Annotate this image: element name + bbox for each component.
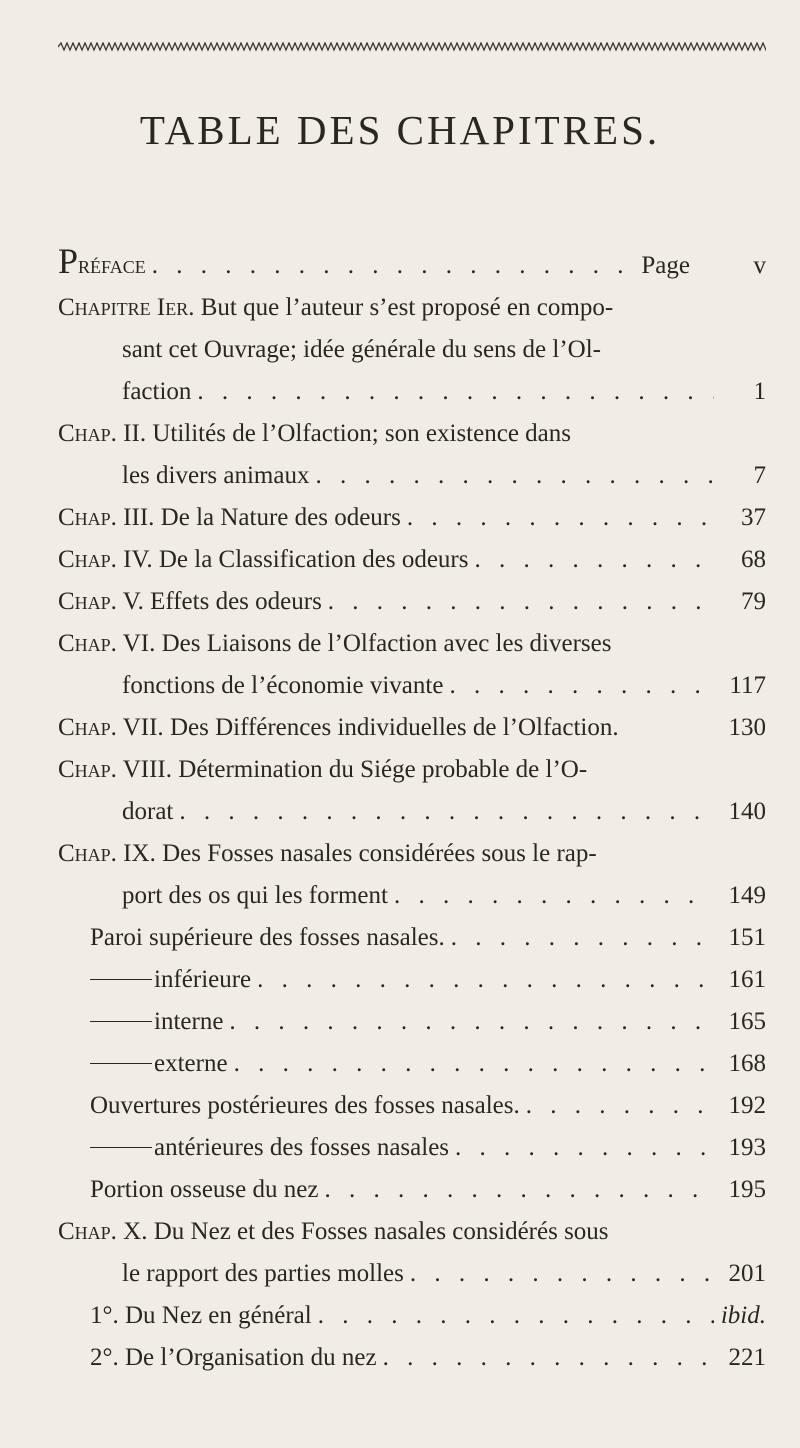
toc-subentry-externe bbox=[58, 1043, 766, 1085]
toc-subentry-ouvertures-posterieures bbox=[58, 1085, 766, 1127]
subentry-label: interne bbox=[154, 1008, 224, 1035]
page-number: 149 bbox=[728, 882, 766, 909]
toc-entry-chapter-2 bbox=[58, 413, 766, 497]
dot-leader bbox=[526, 1085, 714, 1127]
page-number: 37 bbox=[741, 504, 766, 531]
decorative-border-ornament bbox=[58, 42, 766, 52]
chapter-final-line bbox=[58, 1253, 766, 1295]
chapter-title-line: port des os qui les forment bbox=[122, 882, 388, 909]
page-number: 195 bbox=[728, 1176, 766, 1203]
page-number: 68 bbox=[741, 546, 766, 573]
ditto-dash bbox=[90, 1021, 152, 1022]
dot-leader bbox=[451, 917, 714, 959]
dot-leader bbox=[455, 1127, 714, 1169]
page-number: 117 bbox=[729, 672, 766, 699]
preface-label-rest: réface bbox=[78, 252, 146, 279]
chapter-title-line: Du Nez et des Fosses nasales considérés sous bbox=[153, 1218, 609, 1245]
dot-leader bbox=[324, 1169, 714, 1211]
chapter-title-line: Des Différences individuelles de l’Olfaction. bbox=[169, 714, 619, 741]
page-number: 79 bbox=[741, 588, 766, 615]
ditto-dash bbox=[90, 1147, 152, 1148]
page-number: v bbox=[753, 252, 766, 279]
dot-leader bbox=[179, 791, 714, 833]
toc-subentry-organisation bbox=[58, 1337, 766, 1379]
chapter-title-line: Utilités de l’Olfaction; son existence dans bbox=[152, 420, 571, 447]
chapter-title-line: le rapport des parties molles bbox=[122, 1260, 404, 1287]
page-number: 130 bbox=[728, 714, 766, 741]
toc-entry-chapter-7 bbox=[58, 707, 766, 749]
dot-leader bbox=[234, 1043, 714, 1085]
dot-leader bbox=[407, 497, 714, 539]
table-of-contents bbox=[58, 240, 766, 1379]
dot-leader bbox=[328, 581, 714, 623]
toc-subentry-nez-general bbox=[58, 1295, 766, 1337]
chapter-final-line bbox=[58, 791, 766, 833]
chapter-final-line bbox=[58, 665, 766, 707]
chapter-prefix: Chap. VII. bbox=[58, 714, 164, 741]
chapter-title-line: De la Classification des odeurs bbox=[158, 546, 469, 573]
ditto-dash bbox=[90, 979, 152, 980]
dot-leader bbox=[394, 875, 714, 917]
chapter-prefix: Chapitre Ier. bbox=[58, 294, 195, 321]
toc-entry-chapter-6 bbox=[58, 623, 766, 707]
page-word: Page bbox=[641, 252, 690, 279]
chapter-prefix: Chap. IX. bbox=[58, 840, 156, 867]
toc-entry-preface bbox=[58, 240, 766, 287]
toc-entry-chapter-9 bbox=[58, 833, 766, 917]
chapter-title-line: Effets des odeurs bbox=[150, 588, 322, 615]
toc-subentry-interne bbox=[58, 1001, 766, 1043]
dot-leader bbox=[197, 371, 714, 413]
dot-leader bbox=[449, 665, 714, 707]
dot-leader bbox=[315, 455, 714, 497]
subentry-label: Paroi supérieure des fosses nasales. bbox=[90, 924, 445, 951]
subentry-label: 2°. De l’Organisation du nez bbox=[90, 1344, 377, 1371]
chapter-title-line: Des Fosses nasales considérées sous le rap- bbox=[162, 840, 597, 867]
chapter-prefix: Chap. V. bbox=[58, 588, 144, 615]
dot-leader bbox=[410, 1253, 714, 1295]
page-number: ibid. bbox=[720, 1302, 766, 1329]
dot-leader bbox=[152, 245, 636, 287]
subentry-label: externe bbox=[154, 1050, 228, 1077]
page-title: TABLE DES CHAPITRES. bbox=[139, 107, 661, 153]
chapter-prefix: Chap. X. bbox=[58, 1218, 148, 1245]
page-number: 140 bbox=[728, 798, 766, 825]
toc-entry-chapter-1 bbox=[58, 287, 766, 413]
toc-entry-chapter-3 bbox=[58, 497, 766, 539]
dot-leader bbox=[383, 1337, 714, 1379]
page-number: 221 bbox=[728, 1344, 766, 1371]
chapter-title-line: sant cet Ouvrage; idée générale du sens de l’Ol- bbox=[122, 336, 601, 363]
dot-leader bbox=[318, 1295, 714, 1337]
page-number: 168 bbox=[728, 1050, 766, 1077]
dot-leader bbox=[229, 1001, 714, 1043]
chapter-prefix: Chap. II. bbox=[58, 420, 147, 447]
page-number: 192 bbox=[728, 1092, 766, 1119]
chapter-prefix: Chap. VI. bbox=[58, 630, 156, 657]
subentry-label: 1°. Du Nez en général bbox=[90, 1302, 312, 1329]
chapter-title-line: De la Nature des odeurs bbox=[160, 504, 401, 531]
toc-entry-chapter-10 bbox=[58, 1211, 766, 1295]
page-number: 193 bbox=[728, 1134, 766, 1161]
page-number: 161 bbox=[728, 966, 766, 993]
chapter-title-line: faction bbox=[122, 378, 192, 405]
page-number: 1 bbox=[753, 378, 766, 405]
chapter-title-line: fonctions de l’économie vivante bbox=[122, 672, 444, 699]
chapter-prefix: Chap. IV. bbox=[58, 546, 153, 573]
chapter-title-line: Des Liaisons de l’Olfaction avec les diverses bbox=[161, 630, 612, 657]
chapter-title-line: dorat bbox=[122, 798, 174, 825]
dot-leader bbox=[475, 539, 715, 581]
toc-subentry-inferieure bbox=[58, 959, 766, 1001]
dot-leader bbox=[257, 959, 714, 1001]
toc-entry-label bbox=[58, 240, 146, 287]
page-number: 151 bbox=[728, 924, 766, 951]
drop-letter: P bbox=[58, 241, 79, 281]
chapter-final-line bbox=[58, 455, 766, 497]
toc-subentry-portion-osseuse bbox=[58, 1169, 766, 1211]
subentry-label: antérieures des fosses nasales bbox=[154, 1134, 450, 1161]
toc-subentry-paroi bbox=[58, 917, 766, 959]
subentry-label: Ouvertures postérieures des fosses nasales. bbox=[90, 1092, 520, 1119]
toc-entry-chapter-5 bbox=[58, 581, 766, 623]
subentry-label: Portion osseuse du nez bbox=[90, 1176, 319, 1203]
chapter-prefix: Chap. VIII. bbox=[58, 756, 173, 783]
subentry-label: inférieure bbox=[154, 966, 252, 993]
chapter-final-line bbox=[58, 875, 766, 917]
page-number: 7 bbox=[753, 462, 766, 489]
chapter-final-line bbox=[58, 371, 766, 413]
page-number: 165 bbox=[728, 1008, 766, 1035]
chapter-title-line: But que l’auteur s’est proposé en compo- bbox=[200, 294, 614, 321]
chapter-title-line: Détermination du Siége probable de l’O- bbox=[178, 756, 588, 783]
page-number: 201 bbox=[728, 1260, 766, 1287]
chapter-prefix: Chap. III. bbox=[58, 504, 155, 531]
toc-entry-chapter-8 bbox=[58, 749, 766, 833]
chapter-title-line: les divers animaux bbox=[122, 462, 310, 489]
ditto-dash bbox=[90, 1063, 152, 1064]
toc-entry-chapter-4 bbox=[58, 539, 766, 581]
toc-subentry-ouvertures-anterieures bbox=[58, 1127, 766, 1169]
